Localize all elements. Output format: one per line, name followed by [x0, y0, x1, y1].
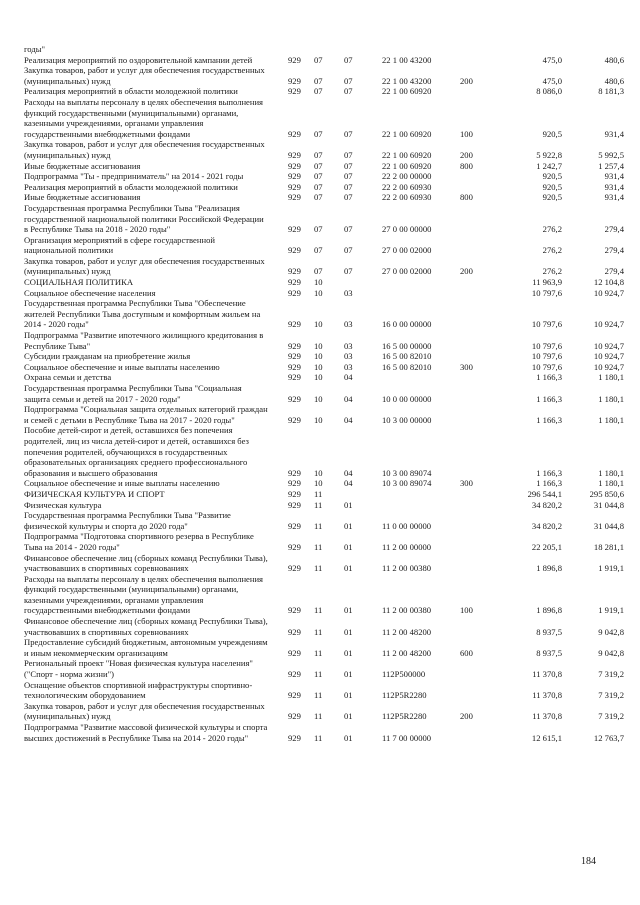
- table-row: [24, 658, 624, 679]
- table-row: [24, 404, 624, 425]
- row-sum-second-year: 279,4: [604, 266, 624, 277]
- row-ved: 929: [288, 75, 301, 86]
- row-sum-first-year: 34 820,2: [531, 520, 562, 531]
- row-section: 07: [314, 54, 323, 65]
- table-row: [24, 97, 624, 139]
- row-target-article: 22 1 00 60920: [382, 149, 432, 160]
- row-section: 10: [314, 393, 323, 404]
- row-subsection: 01: [344, 520, 353, 531]
- row-ved: 929: [288, 605, 301, 616]
- row-target-article: 27 0 00 00000: [382, 224, 432, 235]
- row-name: Иные бюджетные ассигнования: [24, 160, 141, 171]
- row-target-article: 112P5R2280: [382, 711, 427, 722]
- row-target-article: 10 3 00 00000: [382, 414, 432, 425]
- row-expense-type: 200: [460, 711, 473, 722]
- row-section: 07: [314, 192, 323, 203]
- table-row: [24, 478, 624, 489]
- row-sum-first-year: 34 820,2: [531, 499, 562, 510]
- table-row: [24, 425, 624, 478]
- table-row: [24, 182, 624, 193]
- row-ved: 929: [288, 181, 301, 192]
- row-section: 10: [314, 287, 323, 298]
- row-name: Государственная программа Республики Тыва "Развитие физической культуры и спорта до 2020 года": [24, 510, 231, 531]
- row-expense-type: 300: [460, 478, 473, 489]
- row-sum-first-year: 10 797,6: [531, 340, 562, 351]
- row-subsection: 04: [344, 372, 353, 383]
- row-sum-second-year: 1 180,1: [598, 467, 624, 478]
- row-subsection: 01: [344, 563, 353, 574]
- row-subsection: 01: [344, 647, 353, 658]
- table-row: [24, 553, 624, 574]
- row-name: Региональный проект "Новая физическая культура населения" ("Спорт - норма жизни"): [24, 658, 253, 680]
- row-sum-second-year: 279,4: [604, 224, 624, 235]
- row-subsection: 04: [344, 467, 353, 478]
- row-section: 07: [314, 266, 323, 277]
- row-ved: 929: [288, 171, 301, 182]
- row-subsection: 04: [344, 478, 353, 489]
- table-row: [24, 256, 624, 277]
- row-subsection: 01: [344, 541, 353, 552]
- row-name: Закупка товаров, работ и услуг для обеспечения государственных (муниципальных) нужд: [24, 139, 265, 160]
- row-section: 11: [314, 605, 323, 616]
- row-sum-first-year: 920,5: [542, 192, 562, 203]
- row-subsection: 04: [344, 393, 353, 404]
- row-ved: 929: [288, 499, 301, 510]
- row-subsection: 03: [344, 287, 353, 298]
- row-ved: 929: [288, 277, 301, 288]
- row-sum-first-year: 11 370,8: [532, 690, 562, 701]
- budget-table: [24, 44, 624, 743]
- row-sum-second-year: 931,4: [604, 181, 624, 192]
- row-ved: 929: [288, 128, 301, 139]
- row-target-article: 22 2 00 60930: [382, 192, 432, 203]
- row-name: Оснащение объектов спортивной инфраструктуры спортивно-технологическим оборудованием: [24, 679, 253, 701]
- row-target-article: 16 5 00 82010: [382, 361, 432, 372]
- table-row: [24, 235, 624, 256]
- row-sum-first-year: 276,2: [542, 224, 562, 235]
- row-ved: 929: [288, 372, 301, 383]
- row-target-article: 22 1 00 60920: [382, 86, 432, 97]
- row-ved: 929: [288, 54, 301, 65]
- row-sum-first-year: 8 937,5: [536, 647, 562, 658]
- row-target-article: 27 0 00 02000: [382, 245, 432, 256]
- table-row: [24, 362, 624, 373]
- row-expense-type: 200: [460, 266, 473, 277]
- row-sum-first-year: 1 166,3: [536, 467, 562, 478]
- row-target-article: 16 0 00 00000: [382, 319, 432, 330]
- row-sum-first-year: 8 937,5: [536, 626, 562, 637]
- row-name: Социальное обеспечение и иные выплаты населению: [24, 478, 220, 489]
- row-target-article: 10 0 00 00000: [382, 393, 432, 404]
- row-section: 11: [314, 647, 323, 658]
- row-sum-second-year: 7 319,2: [598, 711, 624, 722]
- page-number: 184: [581, 856, 596, 867]
- table-row: [24, 500, 624, 511]
- table-row: [24, 86, 624, 97]
- table-row: [24, 192, 624, 203]
- row-name: Пособие детей-сирот и детей, оставшихся без попечения родителей, лиц из числа детей-сирот и детей, оставшихся без попечения родителей, обучающихся в государственных образовательных организациях среднего профессионального образования и высшего образования: [24, 425, 249, 478]
- row-name: Охрана семьи и детства: [24, 372, 112, 383]
- row-ved: 929: [288, 647, 301, 658]
- row-sum-second-year: 1 180,1: [598, 393, 624, 404]
- row-target-article: 27 0 00 02000: [382, 266, 432, 277]
- row-ved: 929: [288, 287, 301, 298]
- table-row: [24, 372, 624, 383]
- row-name: Расходы на выплаты персоналу в целях обеспечения выполнения функций государственными (муниципальными) органами, казенными учреждениями, органами управления государственными внебюджетными фондами: [24, 96, 264, 139]
- row-target-article: 16 5 00 82010: [382, 351, 432, 362]
- row-sum-second-year: 279,4: [604, 245, 624, 256]
- row-ved: 929: [288, 541, 301, 552]
- row-section: 10: [314, 351, 323, 362]
- row-subsection: 01: [344, 499, 353, 510]
- table-row: [24, 722, 624, 743]
- row-expense-type: 300: [460, 361, 473, 372]
- row-ved: 929: [288, 393, 301, 404]
- row-section: 11: [314, 499, 323, 510]
- row-ved: 929: [288, 488, 301, 499]
- row-subsection: 03: [344, 319, 353, 330]
- row-sum-first-year: 11 963,9: [532, 277, 562, 288]
- row-ved: 929: [288, 467, 301, 478]
- table-row: [24, 55, 624, 66]
- row-target-article: 22 1 00 43200: [382, 54, 432, 65]
- row-section: 11: [314, 732, 323, 743]
- row-name: Подпрограмма "Развитие массовой физической культуры и спорта высших достижений в Республике Тыва на 2014 - 2020 годы": [24, 722, 268, 743]
- row-target-article: 22 1 00 60920: [382, 128, 432, 139]
- row-name: Финансовое обеспечение лиц (сборных команд Республики Тыва), участвовавших в спортивных соревнованиях: [24, 552, 268, 574]
- row-sum-second-year: 480,6: [604, 75, 624, 86]
- table-row: [24, 171, 624, 182]
- row-target-article: 11 2 00 48200: [382, 647, 432, 658]
- row-subsection: 07: [344, 160, 353, 171]
- row-expense-type: 200: [460, 75, 473, 86]
- row-sum-second-year: 7 319,2: [598, 669, 624, 680]
- table-row: [24, 65, 624, 86]
- row-sum-first-year: 8 086,0: [536, 86, 562, 97]
- row-name: Расходы на выплаты персоналу в целях обеспечения выполнения функций государственными (муниципальными) органами, казенными учреждениями, органами управления государственными внебюджетными фондами: [24, 573, 264, 616]
- row-subsection: 07: [344, 171, 353, 182]
- row-sum-first-year: 920,5: [542, 128, 562, 139]
- row-ved: 929: [288, 361, 301, 372]
- row-target-article: 10 3 00 89074: [382, 478, 432, 489]
- table-row: [24, 510, 624, 531]
- row-name: Реализация мероприятий в области молодежной политики: [24, 181, 238, 192]
- row-target-article: 11 2 00 00000: [382, 541, 432, 552]
- row-name: СОЦИАЛЬНАЯ ПОЛИТИКА: [24, 277, 134, 288]
- row-ved: 929: [288, 351, 301, 362]
- table-row: [24, 203, 624, 235]
- row-section: 07: [314, 86, 323, 97]
- row-target-article: 11 7 00 00000: [382, 732, 432, 743]
- row-subsection: 07: [344, 266, 353, 277]
- row-sum-first-year: 11 370,8: [532, 711, 562, 722]
- row-sum-first-year: 5 922,8: [536, 149, 562, 160]
- row-expense-type: 100: [460, 605, 473, 616]
- row-sum-second-year: 1 919,1: [598, 605, 624, 616]
- row-subsection: 03: [344, 351, 353, 362]
- row-sum-first-year: 920,5: [542, 181, 562, 192]
- row-ved: 929: [288, 478, 301, 489]
- row-name: Физическая культура: [24, 499, 102, 510]
- table-row: [24, 351, 624, 362]
- row-subsection: 01: [344, 626, 353, 637]
- row-subsection: 03: [344, 361, 353, 372]
- row-sum-first-year: 475,0: [542, 75, 562, 86]
- row-subsection: 07: [344, 192, 353, 203]
- row-ved: 929: [288, 245, 301, 256]
- row-name: Реализация мероприятий в области молодежной политики: [24, 86, 238, 97]
- table-row: [24, 701, 624, 722]
- row-expense-type: 800: [460, 192, 473, 203]
- table-row: [24, 489, 624, 500]
- row-expense-type: 200: [460, 149, 473, 160]
- row-sum-second-year: 18 281,1: [593, 541, 624, 552]
- row-subsection: 01: [344, 690, 353, 701]
- table-row: [24, 298, 624, 330]
- row-sum-second-year: 931,4: [604, 171, 624, 182]
- row-sum-second-year: 31 044,8: [593, 520, 624, 531]
- row-target-article: 11 2 00 00380: [382, 605, 432, 616]
- row-subsection: 01: [344, 711, 353, 722]
- row-sum-second-year: 295 850,6: [589, 488, 624, 499]
- row-section: 10: [314, 319, 323, 330]
- row-sum-second-year: 1 180,1: [598, 414, 624, 425]
- row-sum-first-year: 11 370,8: [532, 669, 562, 680]
- row-name: Закупка товаров, работ и услуг для обеспечения государственных (муниципальных) нужд: [24, 255, 265, 277]
- row-sum-first-year: 1 896,8: [536, 605, 562, 616]
- row-section: 11: [314, 541, 323, 552]
- row-section: 07: [314, 128, 323, 139]
- row-ved: 929: [288, 414, 301, 425]
- row-subsection: 07: [344, 149, 353, 160]
- row-section: 07: [314, 245, 323, 256]
- row-section: 10: [314, 467, 323, 478]
- table-row: [24, 680, 624, 701]
- row-name: Государственная программа Республики Тыва "Обеспечение жителей Республики Тыва доступным и комфортным жильем на 2014 - 2020 годы": [24, 298, 261, 330]
- row-ved: 929: [288, 224, 301, 235]
- row-subsection: 01: [344, 669, 353, 680]
- row-name: Субсидии гражданам на приобретение жилья: [24, 351, 191, 362]
- row-sum-second-year: 9 042,8: [598, 626, 624, 637]
- row-section: 11: [314, 626, 323, 637]
- row-expense-type: 100: [460, 128, 473, 139]
- row-ved: 929: [288, 160, 301, 171]
- row-name: Государственная программа Республики Тыва "Реализация государственной национальной политики Российской Федерации в Республике Тыва на 2018 - 2020 годы": [24, 202, 264, 235]
- row-subsection: 07: [344, 54, 353, 65]
- row-sum-second-year: 10 924,7: [593, 351, 624, 362]
- row-sum-first-year: 22 205,1: [531, 541, 562, 552]
- row-section: 07: [314, 160, 323, 171]
- table-row: [24, 44, 624, 55]
- row-sum-second-year: 31 044,8: [593, 499, 624, 510]
- row-name: Подпрограмма "Ты - предприниматель" на 2014 - 2021 годы: [24, 171, 244, 182]
- row-sum-second-year: 480,6: [604, 54, 624, 65]
- row-section: 10: [314, 372, 323, 383]
- row-sum-first-year: 10 797,6: [531, 319, 562, 330]
- row-sum-first-year: 10 797,6: [531, 351, 562, 362]
- row-subsection: 07: [344, 224, 353, 235]
- row-subsection: 04: [344, 414, 353, 425]
- row-sum-first-year: 276,2: [542, 266, 562, 277]
- row-sum-second-year: 12 104,8: [593, 277, 624, 288]
- row-sum-second-year: 10 924,7: [593, 361, 624, 372]
- row-ved: 929: [288, 149, 301, 160]
- row-section: 11: [314, 711, 323, 722]
- row-section: 11: [314, 488, 323, 499]
- row-name: годы": [24, 44, 46, 54]
- row-ved: 929: [288, 86, 301, 97]
- row-section: 07: [314, 181, 323, 192]
- table-row: [24, 330, 624, 351]
- row-target-article: 11 2 00 00380: [382, 563, 432, 574]
- row-section: 11: [314, 669, 323, 680]
- row-subsection: 07: [344, 128, 353, 139]
- row-target-article: 16 5 00 00000: [382, 340, 432, 351]
- table-row: [24, 161, 624, 172]
- row-subsection: 07: [344, 181, 353, 192]
- row-expense-type: 600: [460, 647, 473, 658]
- row-section: 10: [314, 414, 323, 425]
- row-ved: 929: [288, 732, 301, 743]
- row-sum-first-year: 12 615,1: [531, 732, 562, 743]
- row-section: 11: [314, 563, 323, 574]
- row-subsection: 03: [344, 340, 353, 351]
- row-sum-first-year: 475,0: [542, 54, 562, 65]
- row-ved: 929: [288, 340, 301, 351]
- row-target-article: 22 1 00 43200: [382, 75, 432, 86]
- row-section: 07: [314, 171, 323, 182]
- row-section: 11: [314, 690, 323, 701]
- row-sum-first-year: 920,5: [542, 171, 562, 182]
- row-sum-second-year: 1 180,1: [598, 478, 624, 489]
- table-row: [24, 288, 624, 299]
- row-sum-second-year: 10 924,7: [593, 340, 624, 351]
- row-name: Подпрограмма "Развитие ипотечного жилищного кредитования в Республике Тыва": [24, 330, 264, 351]
- row-sum-second-year: 931,4: [604, 192, 624, 203]
- row-sum-second-year: 10 924,7: [593, 287, 624, 298]
- row-sum-second-year: 10 924,7: [593, 319, 624, 330]
- row-section: 10: [314, 361, 323, 372]
- row-ved: 929: [288, 669, 301, 680]
- table-row: [24, 574, 624, 616]
- row-subsection: 07: [344, 75, 353, 86]
- row-sum-first-year: 296 544,1: [527, 488, 562, 499]
- row-section: 07: [314, 149, 323, 160]
- row-section: 10: [314, 277, 323, 288]
- row-sum-first-year: 1 166,3: [536, 393, 562, 404]
- row-ved: 929: [288, 266, 301, 277]
- row-name: Закупка товаров, работ и услуг для обеспечения государственных (муниципальных) нужд: [24, 700, 265, 722]
- row-name: Реализация мероприятий по оздоровительной кампании детей: [24, 54, 253, 65]
- row-name: Государственная программа Республики Тыва "Социальная защита семьи и детей на 2017 - 2020 годы": [24, 383, 242, 404]
- row-subsection: 01: [344, 732, 353, 743]
- row-section: 10: [314, 340, 323, 351]
- row-name: Подпрограмма "Социальная защита отдельных категорий граждан и семей с детьми в Республике Тыва на 2017 - 2020 годы": [24, 404, 268, 425]
- row-section: 11: [314, 520, 323, 531]
- row-sum-first-year: 276,2: [542, 245, 562, 256]
- row-sum-second-year: 931,4: [604, 128, 624, 139]
- row-sum-first-year: 10 797,6: [531, 361, 562, 372]
- row-target-article: 22 1 00 60920: [382, 160, 432, 171]
- row-target-article: 11 2 00 48200: [382, 626, 432, 637]
- row-section: 07: [314, 75, 323, 86]
- row-sum-second-year: 12 763,7: [593, 732, 624, 743]
- row-ved: 929: [288, 563, 301, 574]
- row-target-article: 11 0 00 00000: [382, 520, 432, 531]
- row-name: Подпрограмма "Подготовка спортивного резерва в Республике Тыва на 2014 - 2020 годы": [24, 531, 254, 552]
- row-subsection: 01: [344, 605, 353, 616]
- row-ved: 929: [288, 690, 301, 701]
- table-row: [24, 531, 624, 552]
- row-sum-first-year: 1 166,3: [536, 478, 562, 489]
- row-name: Организация мероприятий в сфере государственной национальной политики: [24, 234, 215, 256]
- row-section: 07: [314, 224, 323, 235]
- row-subsection: 07: [344, 245, 353, 256]
- row-target-article: 22 2 00 60930: [382, 181, 432, 192]
- row-sum-first-year: 10 797,6: [531, 287, 562, 298]
- row-target-article: 112P500000: [382, 669, 426, 680]
- row-name: Финансовое обеспечение лиц (сборных команд Республики Тыва), участвовавших в спортивных соревнованиях: [24, 616, 268, 637]
- table-row: [24, 277, 624, 288]
- row-name: Предоставление субсидий бюджетным, автономным учреждениям и иным некоммерческим организациям: [24, 637, 268, 658]
- row-sum-second-year: 1 919,1: [598, 563, 624, 574]
- row-name: ФИЗИЧЕСКАЯ КУЛЬТУРА И СПОРТ: [24, 488, 165, 499]
- row-ved: 929: [288, 319, 301, 330]
- row-expense-type: 800: [460, 160, 473, 171]
- row-sum-first-year: 1 166,3: [536, 414, 562, 425]
- row-sum-second-year: 8 181,3: [598, 86, 624, 97]
- row-target-article: 112P5R2280: [382, 690, 427, 701]
- table-row: [24, 383, 624, 404]
- row-ved: 929: [288, 626, 301, 637]
- row-name: Социальное обеспечение населения: [24, 287, 156, 298]
- table-row: [24, 139, 624, 160]
- row-ved: 929: [288, 520, 301, 531]
- row-name: Социальное обеспечение и иные выплаты населению: [24, 361, 220, 372]
- row-section: 10: [314, 478, 323, 489]
- row-sum-second-year: 9 042,8: [598, 647, 624, 658]
- row-sum-first-year: 1 242,7: [536, 160, 562, 171]
- row-sum-first-year: 1 166,3: [536, 372, 562, 383]
- row-target-article: 22 2 00 00000: [382, 171, 432, 182]
- row-ved: 929: [288, 192, 301, 203]
- row-sum-second-year: 5 992,5: [598, 149, 624, 160]
- row-sum-first-year: 1 896,8: [536, 563, 562, 574]
- table-row: [24, 637, 624, 658]
- row-target-article: 10 3 00 89074: [382, 467, 432, 478]
- row-sum-second-year: 1 257,4: [598, 160, 624, 171]
- row-sum-second-year: 1 180,1: [598, 372, 624, 383]
- table-row: [24, 616, 624, 637]
- row-ved: 929: [288, 711, 301, 722]
- row-sum-second-year: 7 319,2: [598, 690, 624, 701]
- row-subsection: 07: [344, 86, 353, 97]
- row-name: Закупка товаров, работ и услуг для обеспечения государственных (муниципальных) нужд: [24, 65, 265, 86]
- row-name: Иные бюджетные ассигнования: [24, 192, 141, 203]
